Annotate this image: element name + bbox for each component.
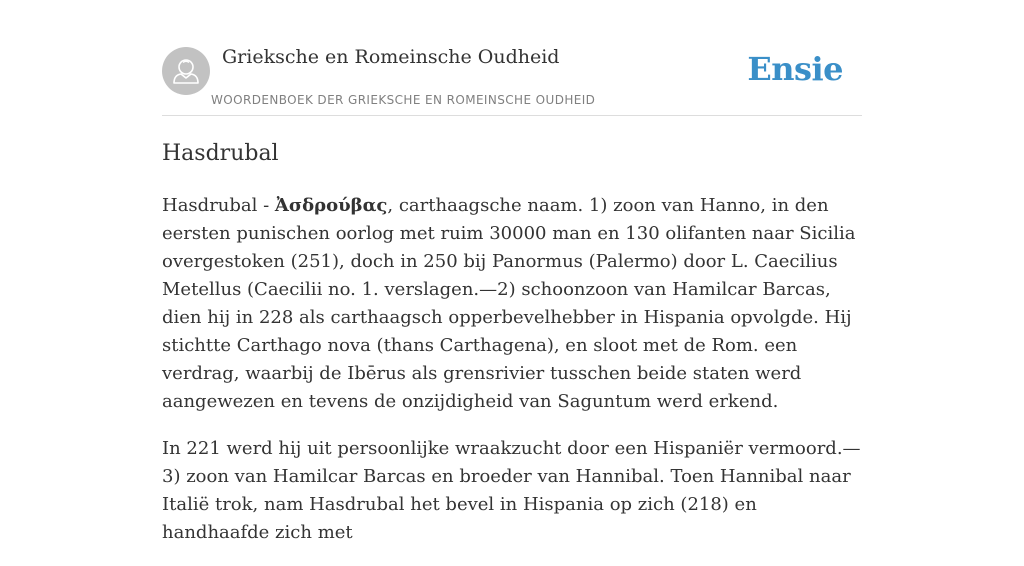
avatar[interactable] <box>162 47 210 95</box>
user-icon <box>162 47 210 95</box>
site-header <box>162 0 862 116</box>
entry-title: Hasdrubal <box>162 141 279 166</box>
entry-body <box>162 192 862 566</box>
page-container <box>162 0 862 543</box>
site-subtitle: WOORDENBOEK DER GRIEKSCHE EN ROMEINSCHE OUDHEID <box>211 93 596 107</box>
entry-paragraph-1-text: , carthaagsche naam. 1) zoon van Hanno, in den eersten punischen oorlog met ruim 30000 man en 130 olifanten naar Sicilia overgestoken (251), doch in 250 bij Panormus (Palermo) door L. Caecilius Metellus (Caecilii no. 1. verslagen.—2) schoonzoon van Hamilcar Barcas, dien hij in 228 als carthaagsch opperbevelhebber in Hispania opvolgde. Hij stichtte Carthago nova (thans Carthagena), en sloot met de Rom. een verdrag, waarbij de Ibērus als grensrivier tusschen beide staten werd aangewezen en tevens de onzijdigheid van Saguntum werd erkend. <box>162 195 856 412</box>
entry-lemma: Hasdrubal - <box>162 195 275 216</box>
entry-paragraph-1 <box>162 192 862 416</box>
site-title-link[interactable]: Grieksche en Romeinsche Oudheid <box>222 46 560 68</box>
entry-paragraph-2: In 221 werd hij uit persoonlijke wraakzucht door een Hispaniër vermoord.—3) zoon van Hamilcar Barcas en broeder van Hannibal. Toen Hannibal naar Italië trok, nam Hasdrubal het bevel in Hispania op zich (218) en handhaafde zich met <box>162 438 861 543</box>
greek-name: Ἀσδρούβας <box>274 195 388 216</box>
ensie-logo[interactable]: Ensie <box>747 50 843 88</box>
